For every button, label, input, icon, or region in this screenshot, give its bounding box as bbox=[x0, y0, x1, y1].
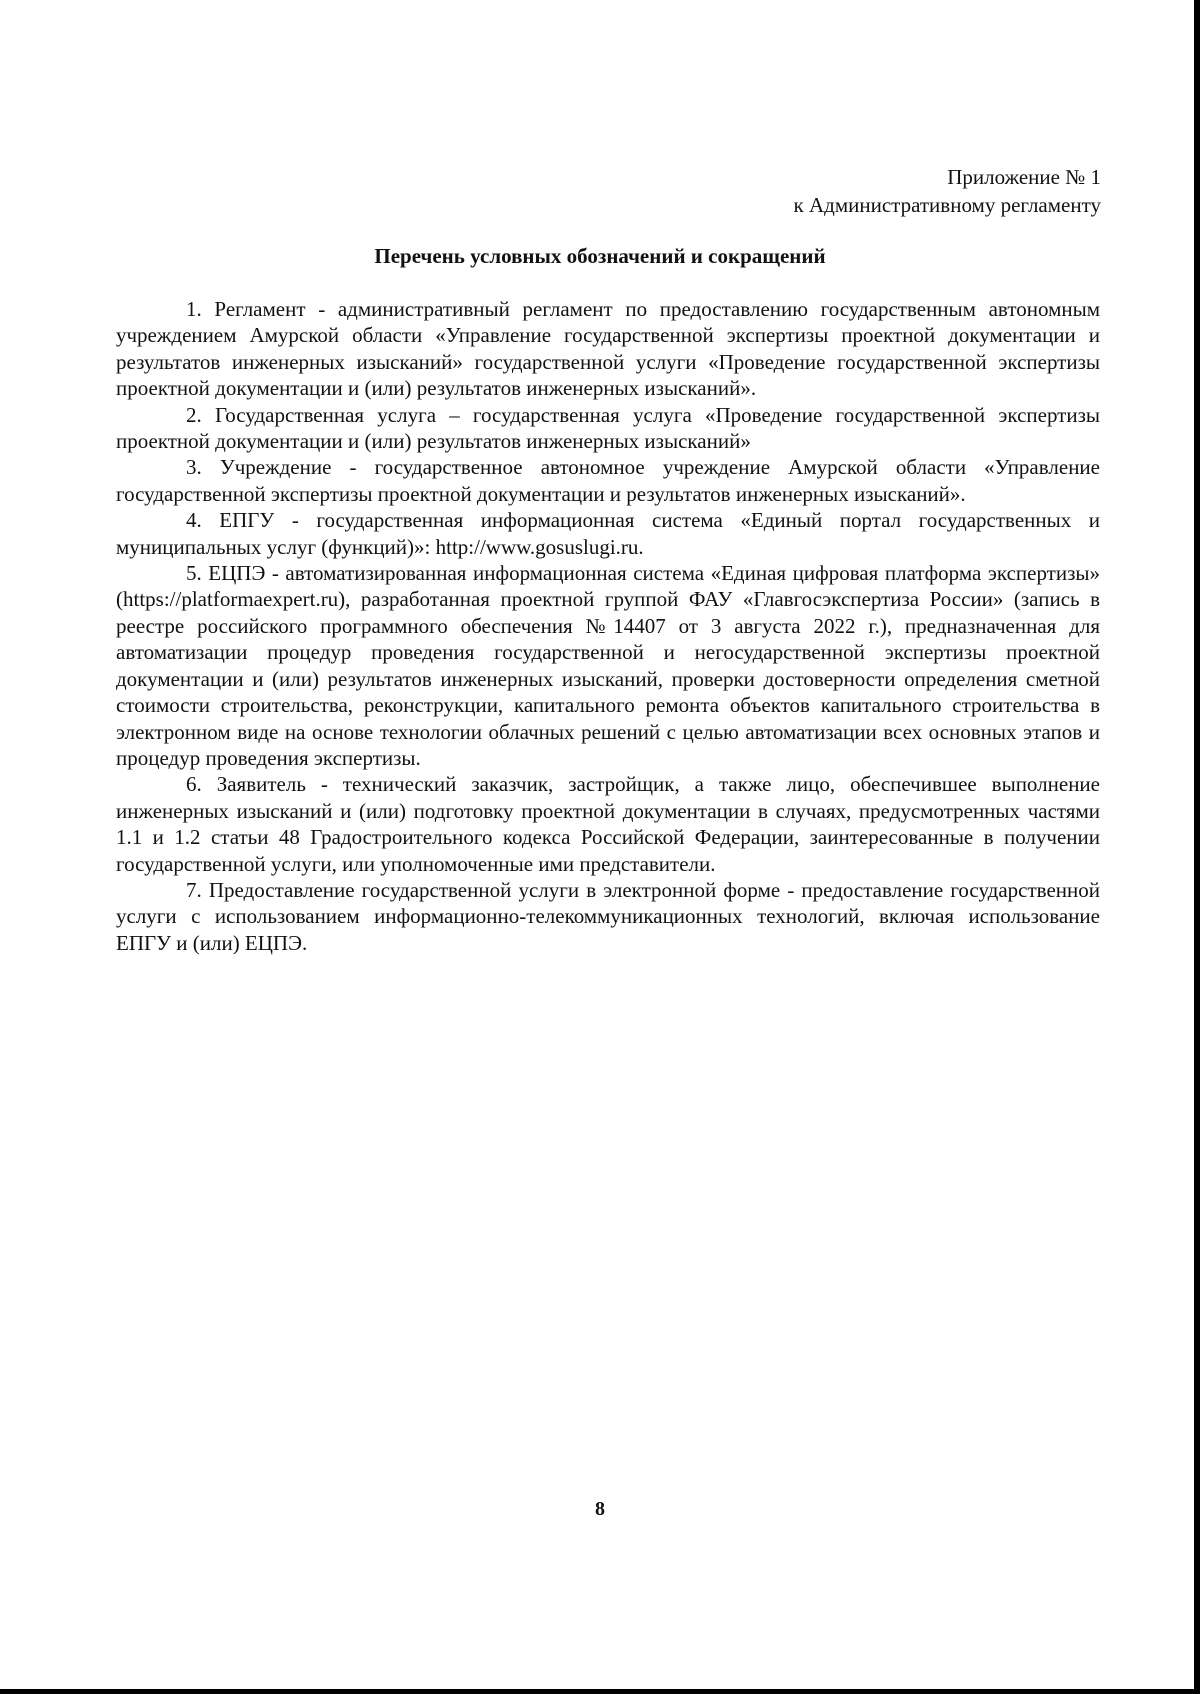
definition-item-1: 1. Регламент - административный регламент по предоставлению государственным автономным учреждением Амурской области «Управление государственной экспертизы проектной документации и результатов инженерных изысканий» государственной услуги «Проведение государственной экспертизы проектной документации и (или) результатов инженерных изысканий». bbox=[116, 297, 1100, 401]
appendix-note bbox=[794, 163, 1101, 219]
definition-item-4: 4. ЕПГУ - государственная информационная система «Единый портал государственных и муниципальных услуг (функций)»: http://www.gosuslugi.ru. bbox=[116, 508, 1100, 559]
definition-item-7: 7. Предоставление государственной услуги в электронной форме - предоставление государственной услуги с использованием информационно-телекоммуникационных технологий, включая использование ЕПГУ и (или) ЕЦПЭ. bbox=[116, 877, 1100, 955]
document-title: Перечень условных обозначений и сокращений bbox=[374, 244, 826, 268]
appendix-line-1: Приложение № 1 bbox=[947, 165, 1101, 189]
scan-border-bottom bbox=[0, 1689, 1200, 1694]
appendix-line-2: к Административному регламенту bbox=[793, 193, 1101, 217]
definition-item-5: 5. ЕЦПЭ - автоматизированная информационная система «Единая цифровая платформа экспертизы» (https://platformaexpert.ru), разработанная проектной группой ФАУ «Главгосэкспертиза России» (запись в реестре российского программного обеспечения №14407 от 3 августа 2022 г.), предназначенная для автоматизации процедур проведения государственной и негосударственной экспертизы проектной документации и (или) результатов инженерных изысканий, проверки достоверности определения сметной стоимости строительства, реконструкции, капитального ремонта объектов капитального строительства в электронном виде на основе технологии облачных решений с целью автоматизации всех основных этапов и процедур проведения экспертизы. bbox=[116, 561, 1100, 770]
page-number: 8 bbox=[595, 1498, 605, 1520]
definition-item-2: 2. Государственная услуга – государственная услуга «Проведение государственной экспертизы проектной документации и (или) результатов инженерных изысканий» bbox=[116, 402, 1100, 454]
definitions-list bbox=[116, 296, 1100, 956]
definition-item-6: 6. Заявитель - технический заказчик, застройщик, а также лицо, обеспечившее выполнение инженерных изысканий и (или) подготовку проектной документации в случаях, предусмотренных частями 1.1 и 1.2 статьи 48 Градостроительного кодекса Российской Федерации, заинтересованные в получении государственной услуги, или уполномоченные ими представители. bbox=[116, 772, 1100, 876]
definition-item-3: 3. Учреждение - государственное автономное учреждение Амурской области «Управление государственной экспертизы проектной документации и результатов инженерных изысканий». bbox=[116, 455, 1100, 506]
